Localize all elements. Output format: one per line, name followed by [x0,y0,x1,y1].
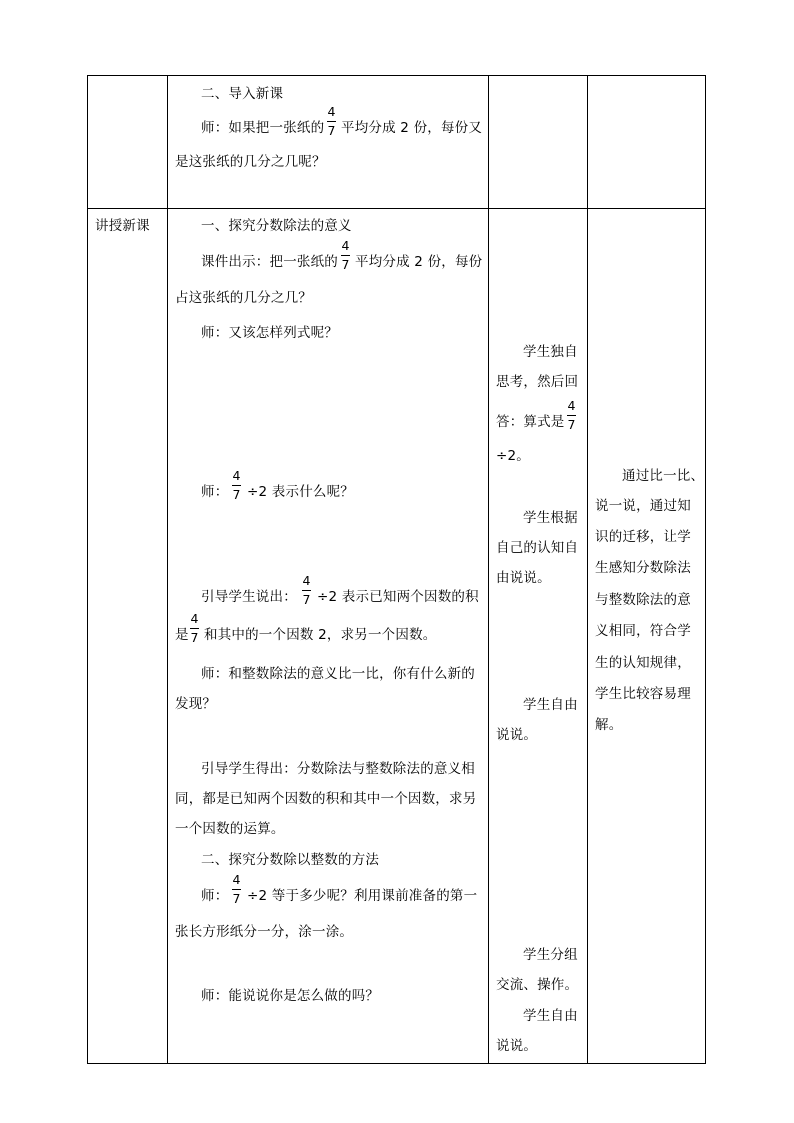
teacher-question-line2: 是这张纸的几分之几呢？ [175,154,326,170]
student-activity-2-line1: 学生根据 [523,510,578,526]
section-heading-method: 二、探究分数除以整数的方法 [201,852,380,868]
student-activity-1-line1: 学生独自 [523,344,578,360]
guide-statement-line2-prefix: 是 [175,627,189,643]
fraction-four-sevenths: 4 7 [232,468,241,502]
column-divider-3 [587,75,588,1064]
student-activity-3-line1: 学生自由 [523,697,578,713]
courseware-text-suffix: 平均分成 2 份，每份 [355,254,483,270]
guide-statement-line2-suffix: 和其中的一个因数 2，求另一个因数。 [204,627,437,643]
teacher-question-suffix: 平均分成 2 份，每份又 [341,120,483,136]
design-intent-line7: 生的认知规律， [595,655,691,671]
table-border-top [87,75,706,76]
teacher-question-prefix: 师：如果把一张纸的 [201,120,325,136]
student-activity-2-line3: 由说说。 [496,570,551,586]
guide-conclusion-line1: 引导学生得出：分数除法与整数除法的意义相 [201,761,475,777]
design-intent-line6: 义相同，符合学 [595,623,691,639]
student-activity-3-line2: 说说。 [496,727,538,743]
student-activity-1-line3: 答：算式是 [496,414,565,430]
table-border-bottom [87,1063,706,1064]
section-heading-meaning: 一、探究分数除法的意义 [201,218,352,234]
section-heading-intro: 二、导入新课 [201,86,284,102]
design-intent-line5: 与整数除法的意 [595,592,691,608]
design-intent-line8: 学生比较容易理 [595,686,691,702]
student-activity-1-line2: 思考，然后回 [496,374,579,390]
fraction-four-sevenths: 4 7 [567,398,576,432]
fraction-four-sevenths: 4 7 [327,104,336,138]
table-border-left [87,75,88,1064]
design-intent-line1: 通过比一比、 [622,468,705,484]
student-activity-2-line2: 自己的认知自 [496,540,579,556]
table-border-right [705,75,706,1064]
teacher-question-meaning-prefix: 师： [201,484,229,500]
teacher-explain-question: 师：能说说你是怎么做的吗？ [201,988,380,1004]
teacher-question-formula: 师：又该怎样列式呢？ [201,325,338,341]
design-intent-line3: 识的迁移，让学 [595,529,691,545]
design-intent-line9: 解。 [595,717,623,733]
guide-statement-suffix: ÷2 表示已知两个因数的积 [317,589,479,605]
student-activity-1-line4: ÷2。 [496,448,531,464]
fraction-four-sevenths: 4 7 [190,611,199,645]
teacher-compare-line1: 师：和整数除法的意义比一比，你有什么新的 [201,666,475,682]
stage-label: 讲授新课 [95,218,150,234]
student-activity-4-line2: 交流、操作。 [496,977,579,993]
column-divider-1 [167,75,168,1064]
fraction-four-sevenths: 4 7 [232,872,241,906]
teacher-question-meaning-suffix: ÷2 表示什么呢？ [247,484,354,500]
fraction-four-sevenths: 4 7 [302,573,311,607]
design-intent-line2: 说一说，通过知 [595,498,691,514]
fraction-four-sevenths: 4 7 [341,238,350,272]
courseware-text-line2: 占这张纸的几分之几？ [175,290,312,306]
teacher-method-suffix: ÷2 等于多少呢？利用课前准备的第一 [247,888,478,904]
guide-conclusion-line3: 一个因数的运算。 [175,821,285,837]
teacher-method-prefix: 师： [201,888,229,904]
courseware-text-prefix: 课件出示：把一张纸的 [201,254,338,270]
student-activity-5-line1: 学生自由 [523,1008,578,1024]
student-activity-4-line1: 学生分组 [523,947,578,963]
teacher-compare-line2: 发现？ [175,696,217,712]
design-intent-line4: 生感知分数除法 [595,560,691,576]
column-divider-2 [488,75,489,1064]
teacher-method-line2: 张长方形纸分一分，涂一涂。 [175,924,354,940]
row-divider [87,208,706,209]
guide-conclusion-line2: 同，都是已知两个因数的积和其中一个因数，求另 [175,791,477,807]
guide-statement-prefix: 引导学生说出： [201,589,297,605]
student-activity-5-line2: 说说。 [496,1038,538,1054]
